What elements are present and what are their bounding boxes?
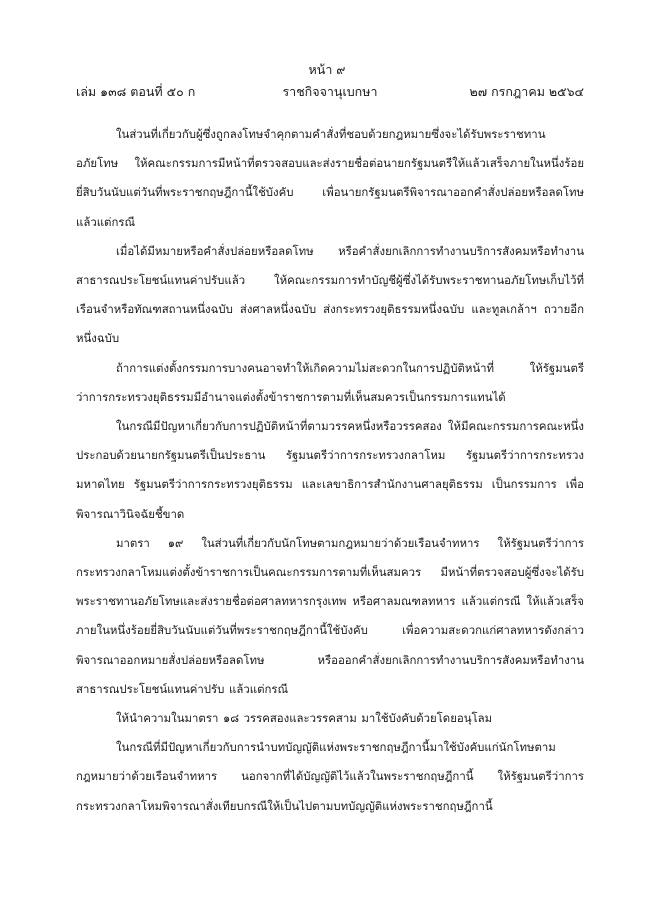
paragraph: ให้นำความในมาตรา ๑๘ วรรคสองและวรรคสาม มาใช้บังคับด้วยโดยอนุโลม: [116, 711, 493, 726]
page-header: [76, 84, 584, 100]
page-number: หน้า ๙: [308, 62, 346, 77]
gazette-title: ราชกิจจานุเบกษา: [282, 84, 378, 99]
paragraph: ในกรณีที่มีปัญหาเกี่ยวกับการนำบทบัญญัติแห่งพระราชกฤษฎีกานี้มาใช้บังคับแก่นักโทษตามกฎหมายว่าด้วยเรือนจำทหาร นอกจากที่ได้บัญญัติไว้แล้วในพระราชกฤษฎีกานี้ ให้รัฐมนตรีว่าการกระทรวงกลาโหมพิจารณาสั่งเทียบกรณีให้เป็นไปตามบทบัญญัติแห่งพระราชกฤษฎีกานี้: [76, 740, 584, 813]
document-body: [76, 120, 584, 821]
paragraph: ถ้าการแต่งตั้งกรรมการบางคนอาจทำให้เกิดความไม่สะดวกในการปฏิบัติหน้าที่ ให้รัฐมนตรีว่าการกระทรวงยุติธรรมมีอำนาจแต่งตั้งข้าราชการตามที่เห็นสมควรเป็นกรรมการแทนได้: [76, 360, 584, 404]
paragraph: ในส่วนที่เกี่ยวกับผู้ซึ่งถูกลงโทษจำคุกตามคำสั่งที่ชอบด้วยกฎหมายซึ่งจะได้รับพระราชทานอภัยโทษ ให้คณะกรรมการมีหน้าที่ตรวจสอบและส่งรายชื่อต่อนายกรัฐมนตรีให้แล้วเสร็จภายในหนึ่งร้อยยี่สิบวันนับแต่วันที่พระราชกฤษฎีกานี้ใช้บังคับ เพื่อนายกรัฐมนตรีพิจารณาออกคำสั่งปล่อยหรือลดโทษ แล้วแต่กรณี: [76, 127, 584, 229]
paragraph: ในกรณีมีปัญหาเกี่ยวกับการปฏิบัติหน้าที่ตามวรรคหนึ่งหรือวรรคสอง ให้มีคณะกรรมการคณะหนึ่ง ประกอบด้วยนายกรัฐมนตรีเป็นประธาน รัฐมนตรีว่าการกระทรวงกลาโหม รัฐมนตรีว่าการกระทรวงมหาดไทย รัฐมนตรีว่าการกระทรวงยุติธรรม และเลขาธิการสำนักงานศาลยุติธรรม เป็นกรรมการ เพื่อพิจารณาวินิจฉัยชี้ขาด: [76, 419, 584, 521]
paragraph: เมื่อได้มีหมายหรือคำสั่งปล่อยหรือลดโทษ หรือคำสั่งยกเลิกการทำงานบริการสังคมหรือทำงานสาธารณประโยชน์แทนค่าปรับแล้ว ให้คณะกรรมการทำบัญชีผู้ซึ่งได้รับพระราชทานอภัยโทษเก็บไว้ที่เรือนจำหรือทัณฑสถานหนึ่งฉบับ ส่งศาลหนึ่งฉบับ ส่งกระทรวงยุติธรรมหนึ่งฉบับ และทูลเกล้าฯ ถวายอีกหนึ่งฉบับ: [76, 243, 584, 346]
volume-issue: เล่ม ๑๓๘ ตอนที่ ๕๐ ก: [76, 84, 196, 99]
publication-date: ๒๗ กรกฎาคม ๒๕๖๔: [469, 84, 584, 99]
section-19-paragraph: มาตรา ๑๙ ในส่วนที่เกี่ยวกับนักโทษตามกฎหมายว่าด้วยเรือนจำทหาร ให้รัฐมนตรีว่าการกระทรวงกลาโหมแต่งตั้งข้าราชการเป็นคณะกรรมการตามที่เห็นสมควร มีหน้าที่ตรวจสอบผู้ซึ่งจะได้รับพระราชทานอภัยโทษและส่งรายชื่อต่อศาลทหารกรุงเทพ หรือศาลมณฑลทหาร แล้วแต่กรณี ให้แล้วเสร็จภายในหนึ่งร้อยยี่สิบวันนับแต่วันที่พระราชกฤษฎีกานี้ใช้บังคับ เพื่อความสะดวกแก่ศาลทหารดังกล่าวพิจารณาออกหมายสั่งปล่อยหรือลดโทษ หรือออกคำสั่งยกเลิกการทำงานบริการสังคมหรือทำงานสาธารณประโยชน์แทนค่าปรับ แล้วแต่กรณี: [76, 535, 584, 696]
